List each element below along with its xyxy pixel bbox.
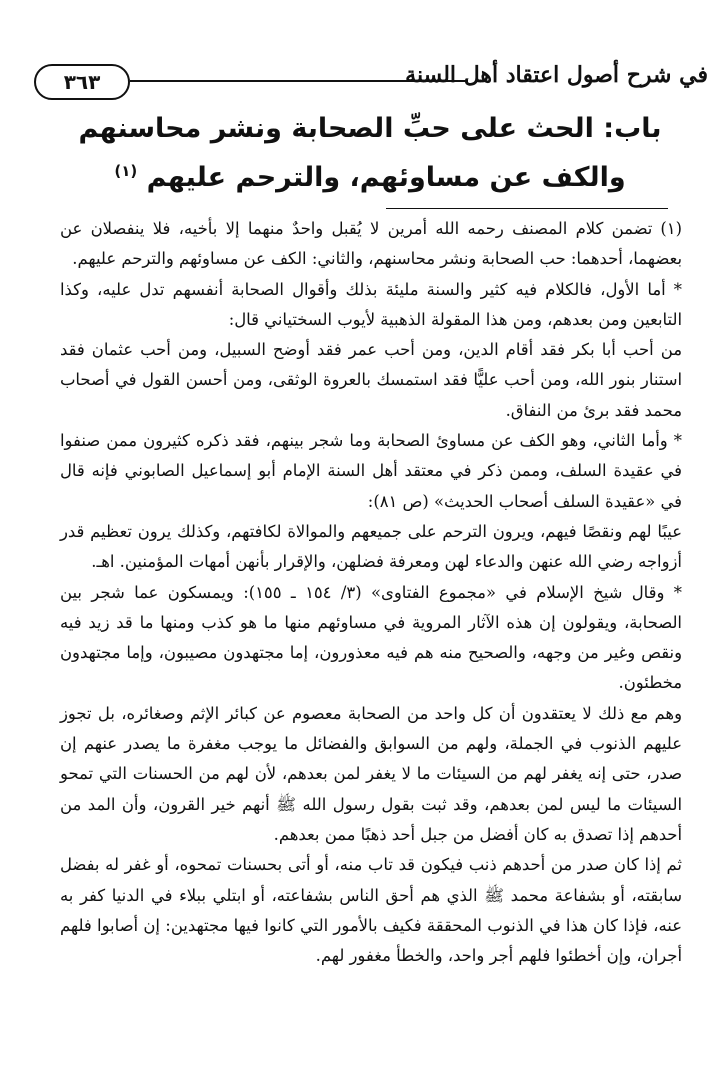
page-number: ٣٦٣ <box>34 64 130 100</box>
book-title: في شرح أصول اعتقاد أهل السنة <box>405 62 708 88</box>
footnote-paragraph-text: تضمن كلام المصنف رحمه الله أمرين لا يُقبل واحدٌ منهما إلا بأخيه، فلا ينفصلان عن بعضهما، أحدهما: حب الصحابة ونشر محاسنهم، والثاني: الكف عن مساوئهم والترحم عليهم. <box>60 219 682 269</box>
footnote-reference: (١) <box>114 162 138 180</box>
chapter-title-line-2 <box>60 150 680 199</box>
footnote-separator <box>386 208 668 209</box>
running-header <box>18 62 708 106</box>
chapter-title-line-2-text: والكف عن مساوئهم، والترحم عليهم <box>146 162 626 193</box>
footnote-paragraph: * وأما الثاني، وهو الكف عن مساوئ الصحابة وما شجر بينهم، فقد ذكره كثيرون ممن صنفوا في عقيدة السلف، وممن ذكر في معتقد أهل السنة الإمام أبو إسماعيل الصابوني فإنه قال في «عقيدة السلف أصحاب الحديث» (ص ٨١): <box>60 431 682 511</box>
footnote-body <box>60 214 682 971</box>
footnote-paragraph: وهم مع ذلك لا يعتقدون أن كل واحد من الصحابة معصوم عن كبائر الإثم وصغائره، بل تجوز عليهم الذنوب في الجملة، ولهم من السوابق والفضائل ما يوجب مغفرة ما يصدر عنهم إن صدر، حتى إنه يغفر لهم من السيئات ما لا يغفر لمن بعدهم، لأن لهم من الحسنات التي تمحو السيئات ما ليس لمن بعدهم، وقد ثبت بقول رسول الله ﷺ أنهم خير القرون، وأن المد من أحدهم إذا تصدق به كان أفضل من جبل أحد ذهبًا ممن بعدهم. <box>60 703 682 844</box>
chapter-title-line-1: باب: الحث على حبِّ الصحابة ونشر محاسنهم <box>78 113 662 144</box>
footnote-paragraph: من أحب أبا بكر فقد أقام الدين، ومن أحب عمر فقد أوضح السبيل، ومن أحب عثمان فقد استنار بنور الله، ومن أحب عليًّا فقد استمسك بالعروة الوثقى، ومن أحسن القول في أصحاب محمد فقد برئ من النفاق. <box>60 340 682 420</box>
footnote-paragraph: ثم إذا كان صدر من أحدهم ذنب فيكون قد تاب منه، أو أتى بحسنات تمحوه، أو غفر له بفضل سابقته، أو بشفاعة محمد ﷺ الذي هم أحق الناس بشفاعته، أو ابتلي ببلاء في الدنيا كفر به عنه، فإذا كان هذا في الذنوب المحققة فكيف بالأمور التي كانوا فيها مجتهدين: إن أصابوا فلهم أجران، وإن أخطئوا فلهم أجر واحد، والخطأ مغفور لهم. <box>60 855 682 966</box>
footnote-marker: (١) <box>660 219 682 238</box>
chapter-title <box>60 108 680 199</box>
footnote-paragraph: * أما الأول، فالكلام فيه كثير والسنة مليئة بذلك وأقوال الصحابة أنفسهم تدل عليه، وكذا التابعين ومن بعدهم، ومن هذا المقولة الذهبية لأيوب السختياني قال: <box>60 279 682 329</box>
footnote-paragraph: عيبًا لهم ونقصًا فيهم، ويرون الترحم على جميعهم والموالاة لكافتهم، وكذلك يرون تعظيم قدر أزواجه رضي الله عنهن والدعاء لهن ومعرفة فضلهن، والإقرار بأنهن أمهات المؤمنين. اهـ. <box>60 521 682 572</box>
footnote-paragraph: * وقال شيخ الإسلام في «مجموع الفتاوى» (٣/ ١٥٤ ـ ١٥٥): ويمسكون عما شجر بين الصحابة، ويقولون إن هذه الآثار المروية في مساوئهم منها ما هو كذب ومنها ما قد زيد فيه ونقص وغير من وجهه، والصحيح منه هم فيه معذورون، إما مجتهدون مصيبون، وإما مجتهدون مخطئون. <box>60 582 682 693</box>
footnote-paragraph <box>60 214 682 275</box>
